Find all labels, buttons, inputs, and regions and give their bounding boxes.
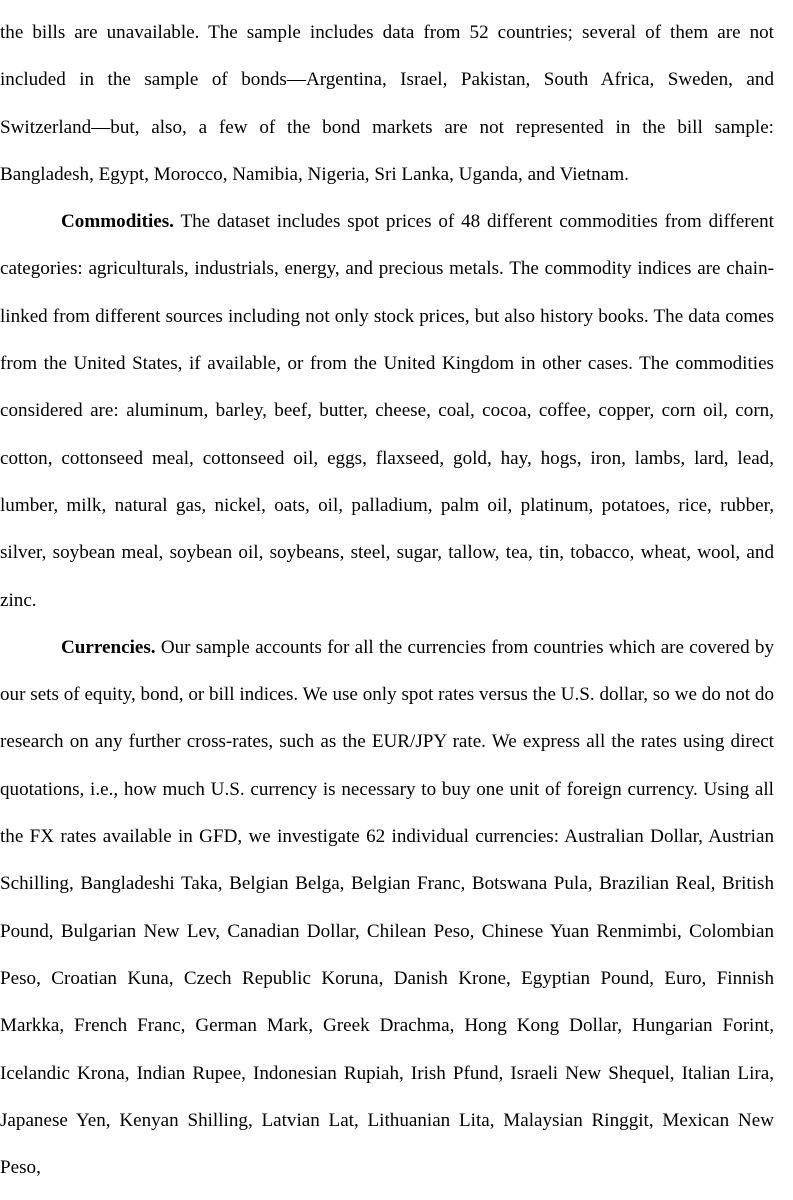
paragraph-bills-continued bbox=[0, 9, 774, 198]
document-page bbox=[0, 9, 774, 1191]
currencies-heading: Currencies. bbox=[61, 636, 156, 658]
commodities-text: The dataset includes spot prices of 48 different commodities from different categories: agriculturals, industrials, energy, and precious metals. The commodity indices are chain-linked from different sources including not only stock prices, but also history books. The data comes from the United States, if available, or from the United Kingdom in other cases. The commodities considered are: aluminum, barley, beef, butter, cheese, coal, cocoa, coffee, copper, corn oil, corn, cotton, cottonseed meal, cottonseed oil, eggs, flaxseed, gold, hay, hogs, iron, lambs, lard, lead, lumber, milk, natural gas, nickel, oats, oil, palladium, palm oil, platinum, potatoes, rice, rubber, silver, soybean meal, soybean oil, soybeans, steel, sugar, tallow, tea, tin, tobacco, wheat, wool, and zinc. bbox=[0, 211, 774, 611]
commodities-heading: Commodities. bbox=[61, 211, 174, 233]
paragraph-bills-text: the bills are unavailable. The sample includes data from 52 countries; several of them are not included in the sample of bonds—Argentina, Israel, Pakistan, South Africa, Sweden, and Switzerland—but, also, a few of the bond markets are not represented in the bill sample: Bangladesh, Egypt, Morocco, Namibia, Nigeria, Sri Lanka, Uganda, and Vietnam. bbox=[0, 22, 774, 185]
paragraph-commodities bbox=[0, 198, 774, 624]
paragraph-currencies bbox=[0, 624, 774, 1192]
currencies-text: Our sample accounts for all the currencies from countries which are covered by our sets of equity, bond, or bill indices. We use only spot rates versus the U.S. dollar, so we do not do research on any further cross-rates, such as the EUR/JPY rate. We express all the rates using direct quotations, i.e., how much U.S. currency is necessary to buy one unit of foreign currency. Using all the FX rates available in GFD, we investigate 62 individual currencies: Australian Dollar, Austrian Schilling, Bangladeshi Taka, Belgian Belga, Belgian Franc, Botswana Pula, Brazilian Real, British Pound, Bulgarian New Lev, Canadian Dollar, Chilean Peso, Chinese Yuan Renmimbi, Colombian Peso, Croatian Kuna, Czech Republic Koruna, Danish Krone, Egyptian Pound, Euro, Finnish Markka, French Franc, German Mark, Greek Drachma, Hong Kong Dollar, Hungarian Forint, Icelandic Krona, Indian Rupee, Indonesian Rupiah, Irish Pfund, Israeli New Shequel, Italian Lira, Japanese Yen, Kenyan Shilling, Latvian Lat, Lithuanian Lita, Malaysian Ringgit, Mexican New Peso, bbox=[0, 636, 774, 1179]
